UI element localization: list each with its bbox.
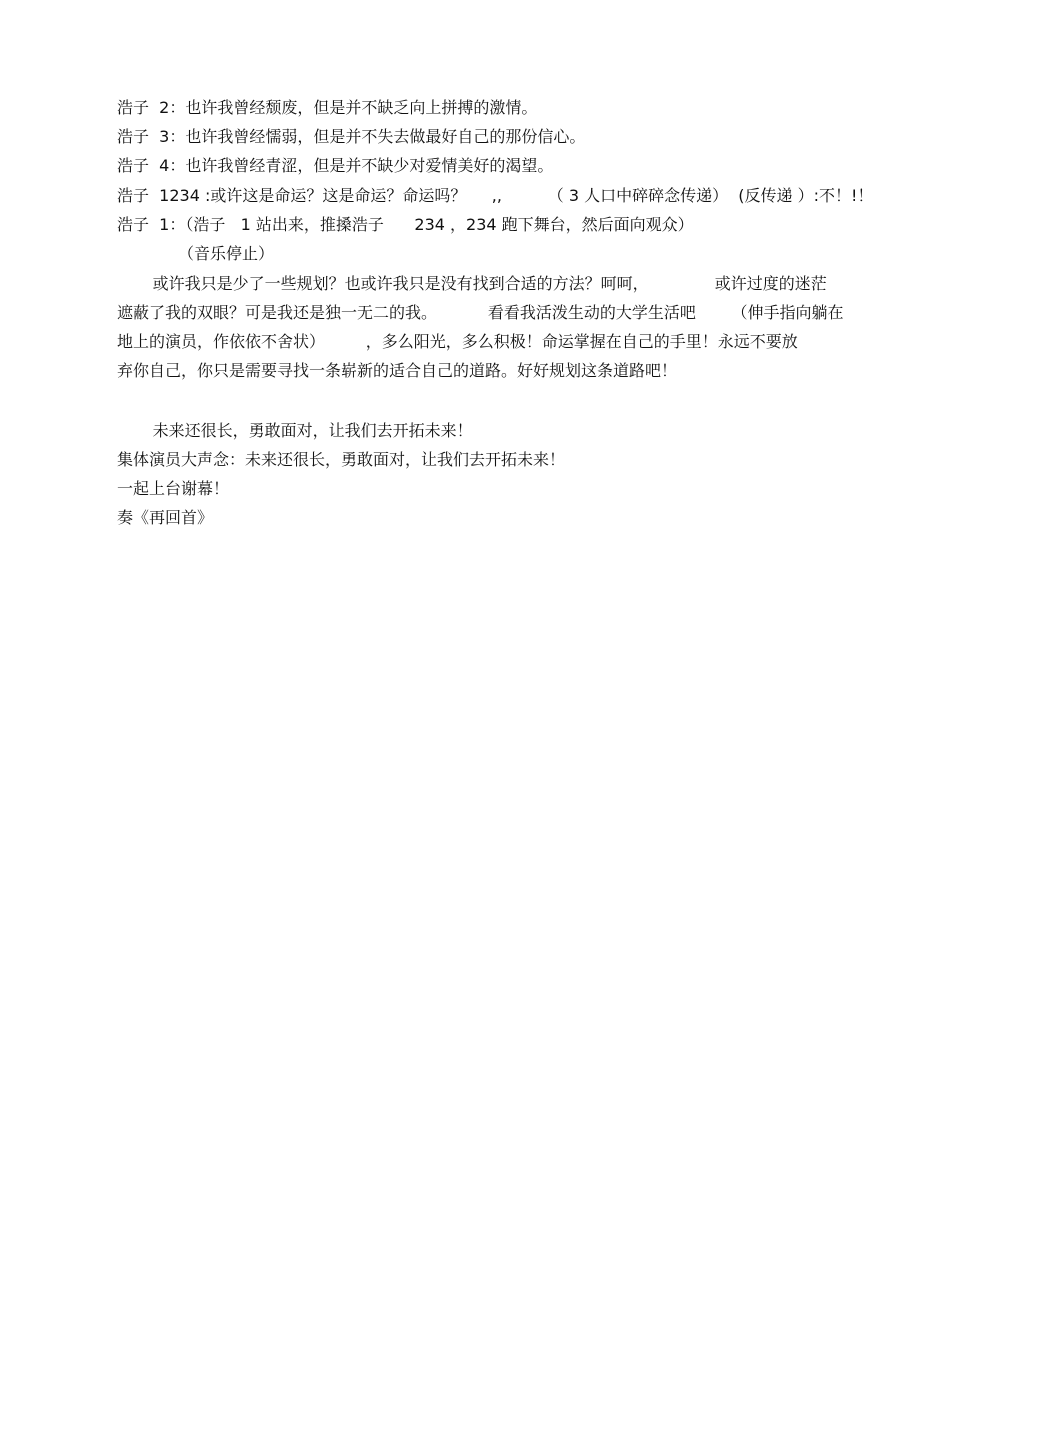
closing-line-music: 奏《再回首》 (117, 508, 214, 527)
script-line-haozi-1234: 浩子 1234 :或许这是命运？这是命运？命运吗？ ,, （ 3 人口中碎碎念传递） (反传递 ）:不！!！ (117, 186, 874, 205)
monologue-line-3: 地上的演员，作依依不舍状） ，多么阳光，多么积极！命运掌握在自己的手里！永远不要放 (117, 332, 798, 351)
closing-line-curtain-call: 一起上台谢幕！ (117, 479, 230, 498)
monologue-line-1: 或许我只是少了一些规划？也或许我只是没有找到合适的方法？呵呵， 或许过度的迷茫 (117, 274, 827, 293)
monologue-line-2: 遮蔽了我的双眼？可是我还是独一无二的我。 看看我活泼生动的大学生活吧 （伸手指向躺在 (117, 303, 844, 322)
script-line-haozi-2: 浩子 2：也许我曾经颓废，但是并不缺乏向上拼搏的激情。 (117, 98, 538, 117)
closing-line-future: 未来还很长，勇敢面对，让我们去开拓未来！ (117, 421, 473, 440)
closing-line-chorus: 集体演员大声念：未来还很长，勇敢面对，让我们去开拓未来！ (117, 450, 566, 469)
stage-direction-music-stop: （音乐停止） (117, 244, 275, 263)
script-line-haozi-4: 浩子 4：也许我曾经青涩，但是并不缺少对爱情美好的渴望。 (117, 156, 554, 175)
script-line-haozi-3: 浩子 3：也许我曾经懦弱，但是并不失去做最好自己的那份信心。 (117, 127, 586, 146)
script-line-haozi-1: 浩子 1：（浩子 1 站出来，推搡浩子 234 ，234 跑下舞台，然后面向观众） (117, 215, 694, 234)
monologue-line-4: 弃你自己，你只是需要寻找一条崭新的适合自己的道路。好好规划这条道路吧！ (117, 361, 678, 380)
